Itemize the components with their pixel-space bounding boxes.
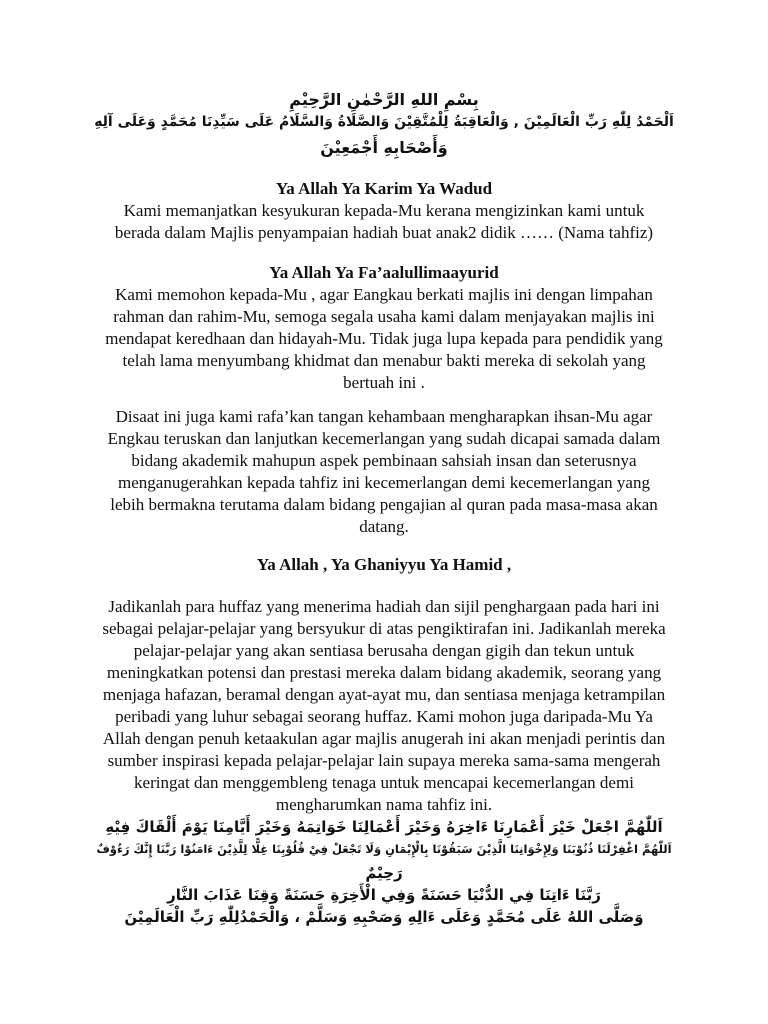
closing-arabic-line-5: وَصَلَّى اللهُ عَلَى مُحَمَّدٍ وَعَلَى ءَالِهِ وَصَحْبِهِ وَسَلَّمْ ، وَالْحَمْدُلِلّٰهِ رَبِّ الْعَالَمِيْنَ xyxy=(124,908,644,926)
section-heading-2: Ya Allah Ya Fa’aalullimaayurid xyxy=(269,263,499,282)
opening-arabic-line-1: اَلْحَمْدُ لِلّٰهِ رَبِّ الْعَالَمِيْنَ , وَالْعَاقِبَةُ لِلْمُتَّقِيْنَ وَالصَّلَاةُ وَالسَّلَامُ عَلَى سَيِّدِنَا مُحَمَّدٍ وَعَلَى آلِهِ xyxy=(94,114,674,130)
basmalah: بِسْمِ اللهِ الرَّحْمٰنِ الرَّحِيْمِ xyxy=(289,90,479,109)
closing-arabic-line-2: اَللّٰهُمَّ اغْفِرْلَنَا ذُنُوْبَنَا وَلِإِخْوَانِنَا الَّذِيْنَ سَبَقُوْنَا بِالْإِيْمَانِ وَلَا تَجْعَلْ فِيْ قُلُوْبِنَا غِلًّا لِلَّذِيْنَ ءَامَنُوْا رَبَّنَا إِنَّكَ رَءُوْفٌ xyxy=(96,842,672,856)
section-body-3: Jadikanlah para huffaz yang menerima hadiah dan sijil penghargaan pada hari ini sebagai pelajar-pelajar yang bersyukur di atas pengiktirafan ini. Jadikanlah mereka pelajar-pelajar yang akan sentiasa berusaha dengan gigih dan tekun untuk meningkatkan potensi dan prestasi mereka dalam bidang akademik, seorang yang menjaga hafazan, beramal dengan ayat-ayat mu, dan sentiasa menjaga ketrampilan peribadi yang luhur sebagai seorang huffaz. Kami mohon juga daripada-Mu Ya Allah dengan penuh ketaakulan agar majlis anugerah ini akan menjadi perintis dan sumber inspirasi kepada pelajar-pelajar lain supaya mereka sama-sama mengerah keringat dan menggembleng tenaga untuk mencapai kecemerlangan demi mengharumkan nama tahfiz ini. xyxy=(102,597,666,814)
section-body-2b: Disaat ini juga kami rafa’kan tangan kehambaan mengharapkan ihsan-Mu agar Engkau teruskan dan lanjutkan kecemerlangan yang sudah dicapai samada dalam bidang akademik mahupun aspek pembinaan sahsiah insan dan seterusnya menganugerahkan kepada tahfiz ini kecemerlangan demi kecemerlangan yang lebih bermakna terutama dalam bidang pengajian al quran pada masa-masa akan datang. xyxy=(107,407,661,536)
section-heading-1: Ya Allah Ya Karim Ya Wadud xyxy=(275,179,493,198)
closing-arabic-line-3: رَحِيْمٌ xyxy=(365,864,403,882)
closing-arabic-line-4: رَبَّنَا ءَاتِنَا فِي الدُّنْيَا حَسَنَةً وَفِي الْأَخِرَةِ حَسَنَةً وَقِنَا عَذَابَ النَّارِ xyxy=(167,886,601,904)
closing-arabic-line-1: اَللّٰهُمَّ اجْعَلْ خَيْرَ أَعْمَارِنَا ءَاخِرَهُ وَخَيْرَ أَعْمَالِنَا خَوَاتِمَهُ وَخَيْرَ أَيَّامِنَا يَوْمَ أَلْقَاكَ فِيْهِ xyxy=(105,818,663,836)
section-body-2: Kami memohon kepada-Mu , agar Eangkau berkati majlis ini dengan limpahan rahman dan rahim-Mu, semoga segala usaha kami dalam menjayakan majlis ini mendapat keredhaan dan hidayah-Mu. Tidak juga lupa kepada para pendidik yang telah lama menyumbang khidmat dan menabur bakti mereka di sekolah yang bertuah ini . xyxy=(105,285,663,392)
opening-arabic-line-2: وَأَصْحَابِهِ أَجْمَعِيْنَ xyxy=(320,138,448,157)
section-body-1: Kami memanjatkan kesyukuran kepada-Mu kerana mengizinkan kami untuk berada dalam Majlis penyampaian hadiah buat anak2 didik …… (Nama tahfiz) xyxy=(114,201,654,242)
section-heading-3: Ya Allah , Ya Ghaniyyu Ya Hamid , xyxy=(256,555,512,574)
